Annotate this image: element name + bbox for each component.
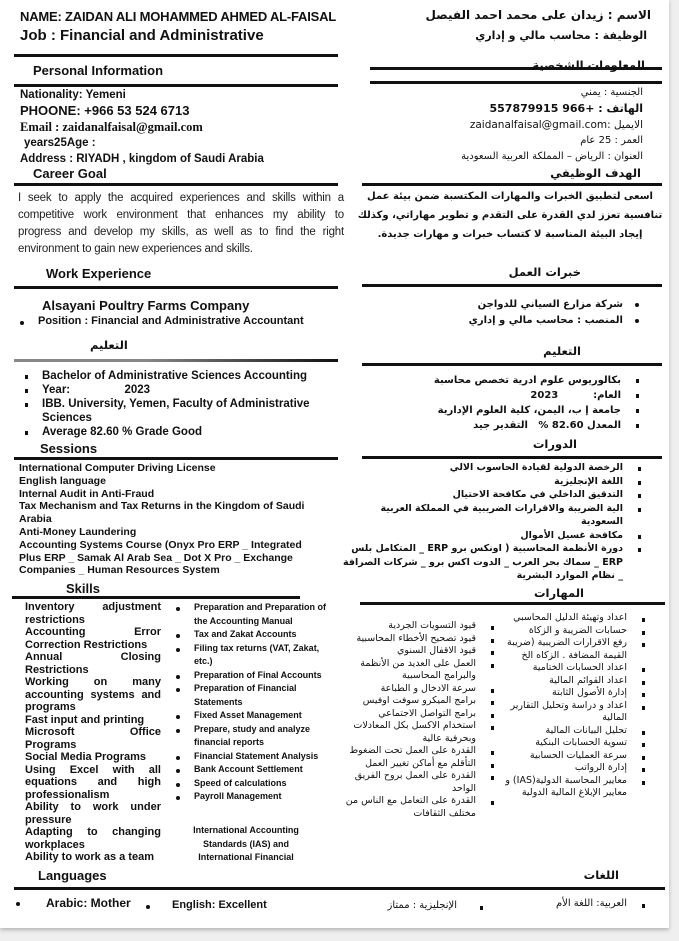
skill-item: Fixed Asset Management: [172, 709, 338, 723]
age-ar: العمر : 25 عام: [580, 135, 643, 146]
education-item-ar: المعدل 82.60 % التقدير جيد: [434, 418, 643, 433]
session-item-ar: الية الضريبة والاقرارات الضريبية في المملكة العربية السعودية: [343, 502, 645, 529]
language-item: English: Excellent: [142, 899, 267, 911]
job-en: Job : Financial and Administrative: [20, 27, 264, 44]
session-item: Accounting Systems Course (Onyx Pro ERP _ Integrated Plus ERP _ Samak Al Arab Sea _ Dot X Pro _ Exchange Companies _ Human Resources System: [19, 538, 302, 577]
skill-item-ias: International Accounting Standards (IAS) and International Financial: [193, 825, 299, 862]
position: Position : Financial and Administrative Accountant: [16, 315, 304, 327]
skill-item-ar: سرعة العمليات الحسابية: [498, 750, 649, 763]
divider: [14, 359, 338, 362]
divider: [12, 596, 300, 599]
skill-item: Preparation of Financial Statements: [172, 682, 338, 709]
session-item: Tax Mechanism and Tax Returns in the Kingdom of Saudi Arabia: [19, 500, 305, 526]
skill-item-ar: قيود التسويات الجردية: [340, 620, 498, 633]
nationality-ar: الجنسية : يمني: [580, 87, 643, 98]
skill-item-ar: برامج الميكرو سوفت اوفيس: [340, 695, 498, 708]
career-goal-text-ar: اسعى لتطبيق الخبرات والمهارات المكتسبة ضمن بيئة عمل تنافسية تعزز لدي القدرة على التقدم و تطوير مهاراتي، وكذلك إيجاد البيئة المناسبة لا كتساب خبرات و مهارات جديدة.: [357, 191, 663, 240]
personal-info-ar: [461, 85, 643, 165]
skill-item: Ability to work as a team: [25, 851, 154, 863]
skills-list-col1: [25, 601, 161, 864]
nationality: Nationality: Yemeni: [20, 89, 126, 101]
sessions-list-ar: [343, 461, 645, 583]
language-english-ar: [388, 900, 487, 911]
skill-item-ar: تحليل البيانات المالية: [498, 725, 649, 738]
work-experience-heading: Work Experience: [46, 266, 152, 281]
skill-item: Payroll Management: [172, 790, 338, 804]
skill-item-ar: معايير المحاسبة الدولية(IAS) و معايير الإبلاغ المالية الدولية: [498, 775, 649, 800]
skill-item: Ability to work under pressure: [25, 801, 161, 826]
email-ar[interactable]: الايميل :zaidanalfaisal@gmail.com: [469, 119, 643, 131]
session-item-ar: مكافحة غسيل الأموال: [343, 529, 645, 543]
divider: [362, 363, 662, 366]
education-heading-left: التعليم: [90, 338, 128, 352]
skill-item-ar: اعداد و دراسة وتحليل التقارير المالية: [498, 700, 649, 725]
divider: [362, 284, 662, 287]
education-list: [20, 369, 340, 439]
session-item: Internal Audit in Anti-Fraud: [19, 487, 155, 500]
skill-item-ar: قيود تصحيح الأخطاء المحاسبية: [340, 633, 498, 646]
career-goal-heading: Career Goal: [33, 166, 107, 181]
education-item: Bachelor of Administrative Sciences Accounting: [20, 369, 340, 383]
personal-info-heading-ar: المعلومات الشخصية: [532, 58, 645, 72]
divider: [14, 286, 338, 289]
skill-item: Speed of calculations: [172, 777, 338, 791]
skill-item-ar: القدرة على العمل تحت الضغوط: [340, 745, 498, 758]
skill-item-ar: اعداد القوائم المالية: [498, 675, 649, 688]
language-arabic: [12, 896, 131, 910]
education-item: Year: 2023: [20, 383, 340, 397]
work-item-ar: المنصب : محاسب مالي و إداري: [469, 313, 643, 329]
career-goal-text: I seek to apply the acquired experiences and skills within a competitive work environment that enhances my ability to progress and develop my skills, as well as to find the right environment to gain new experiences and skills.: [18, 192, 344, 255]
language-item: Arabic: Mother: [12, 896, 131, 910]
skill-item: Adapting to changing workplaces: [25, 826, 161, 851]
sessions-list: [19, 462, 309, 577]
skill-item: Using Excel with all equations and high professionalism: [25, 763, 161, 801]
skill-item: Annual Closing Restrictions: [25, 651, 161, 676]
session-item-ar: التدقيق الداخلي في مكافحة الاحتيال: [343, 488, 645, 502]
divider: [362, 183, 662, 186]
skill-item: Social Media Programs: [25, 751, 147, 763]
personal-info-en: [20, 87, 264, 167]
language-item-ar: العربية: اللغة الأم: [556, 898, 649, 909]
skill-item-ar: القدرة على العمل بروح الفريق الواحد: [340, 770, 498, 795]
education-item-ar: العام: 2023: [434, 388, 643, 403]
sessions-heading: Sessions: [40, 441, 98, 456]
skill-item: Working on many accounting systems and programs: [25, 676, 161, 713]
sessions-heading-ar: الدورات: [532, 437, 577, 451]
skill-item: Tax and Zakat Accounts: [172, 628, 338, 642]
skill-item-ar: استخدام الاكسل بكل المعادلات وبحرفية عالية: [340, 720, 498, 745]
skills-heading: Skills: [66, 581, 100, 596]
divider: [370, 81, 662, 84]
skills-list-ar-left: [340, 620, 498, 820]
skill-item: Prepare, study and analyze financial reports: [172, 723, 338, 750]
skill-item-ar: برامج التواصل الاجتماعي: [340, 708, 498, 721]
divider: [360, 602, 665, 605]
skills-list-ar-right: [498, 612, 649, 800]
work-experience-heading-ar: خبرات العمل: [508, 265, 581, 279]
language-item-ar: الإنجليزية : ممتاز: [388, 900, 487, 911]
education-item-ar: جامعة إ ب، اليمن، كلية العلوم الإدارية: [434, 403, 643, 418]
education-item: Average 82.60 % Grade Good: [20, 425, 340, 439]
session-item-ar: اللغة الإنجليزية: [343, 475, 645, 489]
skill-item: Preparation and Preparation of the Accounting Manual: [172, 601, 338, 628]
skill-item-ar: اعداد الحسابات الختامية: [498, 662, 649, 675]
skill-item-ar: العمل على العديد من الأنظمة والبرامج المحاسبية: [340, 658, 498, 683]
divider: [14, 457, 338, 460]
name-ar: الاسم : زيدان على محمد احمد الفيصل: [425, 8, 651, 22]
skill-item-ar: اعداد وتهيئة الدليل المحاسبي: [498, 612, 649, 625]
address: Address : RIYADH , kingdom of Saudi Arabia: [20, 153, 264, 165]
work-list-ar: [469, 297, 643, 329]
skill-item-ar: إدارة الأصول الثابتة: [498, 687, 649, 700]
phone: PHOONE: +966 53 524 6713: [20, 103, 190, 118]
education-item-ar: بكالوريوس علوم ادرية تخصص محاسبة: [434, 373, 643, 388]
skill-item-ar: القدرة على التعامل مع الناس من مختلف الثقافات: [340, 795, 498, 820]
session-item: International Computer Driving License: [19, 462, 216, 474]
skill-item: Preparation of Final Accounts: [172, 669, 338, 683]
skill-item: Inventory adjustment restrictions: [25, 601, 161, 626]
age: years25Age :: [24, 137, 96, 149]
address-ar: العنوان : الرياض – المملكة العربية السعودية: [461, 151, 643, 162]
name-en: NAME: ZAIDAN ALI MOHAMMED AHMED AL-FAISAL: [20, 9, 337, 24]
skill-item: Bank Account Settlement: [172, 763, 338, 777]
skill-item-ar: رفع الاقرارات الضريبية (ضريبة القيمة المضافة . الزكاه الخ: [498, 637, 649, 662]
skill-item-ar: التأقلم مع أماكن تغيير العمل: [340, 758, 498, 771]
languages-heading: Languages: [38, 868, 107, 883]
skill-item: Fast input and printing: [25, 713, 145, 726]
language-arabic-ar: [556, 898, 649, 909]
company-name: Alsayani Poultry Farms Company: [42, 298, 250, 313]
skill-item-ar: حسابات الضريبة و الزكاة: [498, 625, 649, 638]
skill-item-ar: سرعة الادخال و الطباعة: [340, 683, 498, 696]
divider: [362, 456, 662, 459]
education-heading-ar: التعليم: [543, 344, 581, 358]
divider: [14, 887, 665, 890]
skill-item-ar: إدارة الرواتب: [498, 762, 649, 775]
divider: [14, 54, 338, 57]
session-item: Anti-Money Laundering: [19, 525, 137, 538]
skill-item: Financial Statement Analysis: [172, 750, 338, 764]
personal-info-heading: Personal Information: [33, 63, 164, 78]
session-item-ar: الرخصة الدولية لقيادة الحاسوب الالي: [343, 461, 645, 475]
skill-item: Accounting Error Correction Restrictions: [25, 626, 161, 651]
position-list: [16, 315, 304, 327]
education-list-ar: [434, 373, 643, 433]
work-item-ar: شركة مزارع السياني للدواجن: [469, 297, 643, 313]
session-item-ar: دورة الأنظمة المحاسبية ( اونكس برو ERP _ المتكامل بلس ERP _ سماك بحر العرب _ الدوت اكس برو _ شركات الصرافة _ نظام الموارد البشرية: [343, 542, 645, 583]
skill-item-ar: قيود الاقفال السنوي: [340, 645, 498, 658]
phone-ar: الهاتف : +966 557879915: [489, 102, 643, 115]
skill-item-ar: تسوية الحسابات البنكية: [498, 737, 649, 750]
languages-heading-ar: اللغات: [583, 868, 619, 882]
divider: [14, 183, 338, 186]
email[interactable]: Email : zaidanalfaisal@gmail.com: [20, 120, 203, 134]
skill-item: Filing tax returns (VAT, Zakat, etc.): [172, 642, 338, 669]
skills-heading-ar: المهارات: [534, 586, 584, 600]
education-item: IBB. University, Yemen, Faculty of Administrative Sciences: [20, 397, 340, 425]
career-goal-heading-ar: الهدف الوظيفي: [550, 166, 641, 180]
skill-item: Microsoft Office Programs: [25, 726, 161, 751]
session-item: English language: [19, 474, 106, 487]
skills-list-col2: [172, 601, 338, 804]
language-english: [142, 899, 267, 911]
job-ar: الوظيفة : محاسب مالي و إداري: [475, 29, 647, 42]
